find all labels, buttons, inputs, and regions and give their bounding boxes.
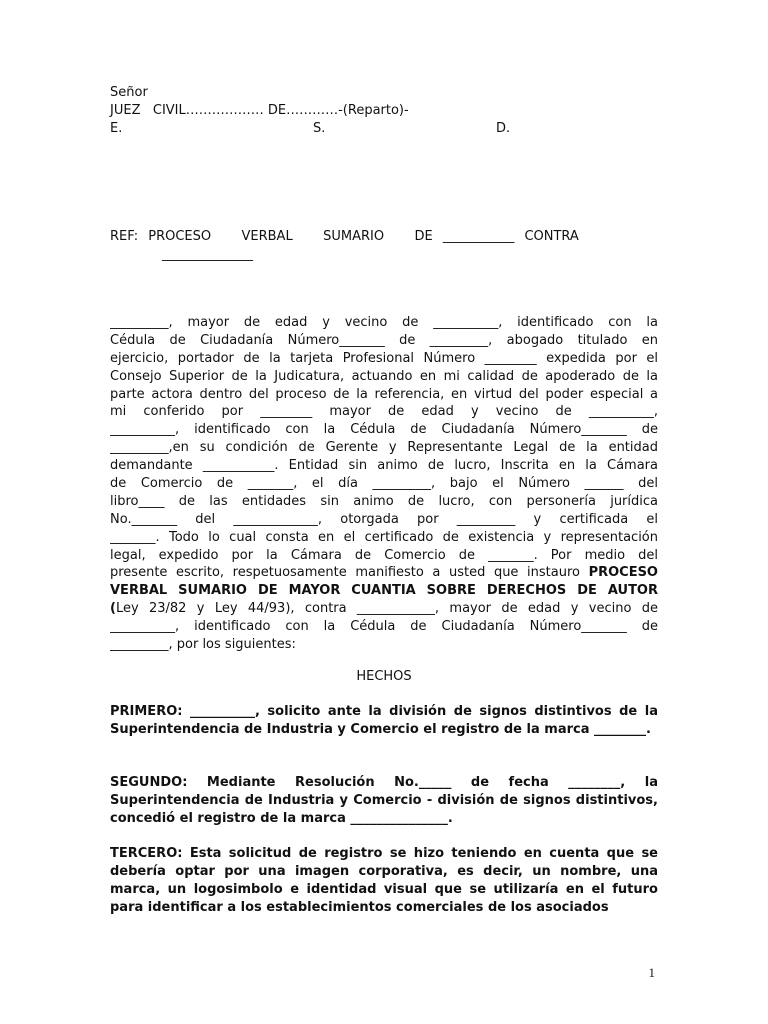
body-line: _________,en su condición de Gerente y Representante Legal de la entidad: [110, 440, 658, 456]
body-paragraph: [110, 314, 658, 654]
addressee-e: E.: [110, 121, 123, 136]
fact-primero: [110, 703, 658, 739]
body-line: __________, identificado con la Cédula de Ciudadanía Número_______ de: [110, 619, 658, 635]
body-line: ejercicio, portador de la tarjeta Profesional Número ________ expedida por el: [110, 350, 658, 366]
body-line-bold-paren: (: [110, 601, 116, 617]
addressee-block: [110, 84, 670, 138]
addressee-esd: [110, 120, 670, 138]
body-line: No._______ del _____________, otorgada por _________ y certificada el: [110, 511, 658, 527]
body-line-text: Ley 23/82 y Ley 44/93), contra ____________, mayor de edad y vecino de: [115, 601, 658, 617]
fact-tercero: [110, 845, 658, 917]
body-line: [110, 564, 658, 582]
body-line-bold: PROCESO: [588, 565, 658, 581]
fact-text: TERCERO: Esta solicitud de registro se hizo teniendo en cuenta que se debería optar por una imagen corporativa, es decir, un nombre, una marca, un logosimbolo e identidad visual que se utilizaría en el futuro para identificar a los establecimientos comerciales de los asociados: [110, 846, 658, 915]
body-line: __________, identificado con la Cédula de Ciudadanía Número_______ de: [110, 422, 658, 438]
reference-block: [110, 228, 630, 264]
addressee-d: D.: [496, 121, 511, 136]
body-line: _______. Todo lo cual consta en el certificado de existencia y representación: [110, 529, 658, 545]
body-line: Consejo Superior de la Judicatura, actuando en mi calidad de apoderado de la: [110, 368, 658, 384]
body-line: _________, por los siguientes:: [110, 637, 296, 653]
body-line-text: presente escrito, respetuosamente manifiesto a usted que instauro: [110, 565, 580, 581]
body-line: Cédula de Ciudadanía Número_______ de _________, abogado titulado en: [110, 332, 658, 348]
body-line: demandante ___________. Entidad sin animo de lucro, Inscrita en la Cámara: [110, 458, 658, 474]
reference-line: REF: PROCESO VERBAL SUMARIO DE ___________ CONTRA: [110, 229, 579, 244]
fact-text: SEGUNDO: Mediante Resolución No._____ de fecha ________, la Superintendencia de Industria y Comercio - división de signos distintivos, concedió el registro de la marca _______________.: [110, 775, 658, 826]
body-line: [110, 600, 658, 618]
body-line: de Comercio de _______, el día _________, bajo el Número ______ del: [110, 476, 658, 492]
body-line: libro____ de las entidades sin animo de lucro, con personería jurídica: [110, 493, 658, 509]
fact-text: PRIMERO: __________, solicito ante la división de signos distintivos de la Superintendencia de Industria y Comercio el registro de la marca ________.: [110, 704, 658, 737]
fact-segundo: [110, 774, 658, 828]
addressee-salutation: Señor: [110, 85, 148, 100]
body-line-bold: VERBAL SUMARIO DE MAYOR CUANTIA SOBRE DERECHOS DE AUTOR: [110, 583, 658, 599]
body-line: legal, expedido por la Cámara de Comercio de _______. Por medio del: [110, 547, 658, 563]
body-line: parte actora dentro del proceso de la referencia, en virtud del poder especial a: [110, 386, 658, 402]
reference-blank: ______________: [162, 247, 253, 262]
page-number: 1: [648, 965, 655, 980]
section-heading: HECHOS: [356, 669, 412, 684]
addressee-judge: JUEZ CIVIL……………… DE…………-(Reparto)-: [110, 103, 409, 118]
addressee-s: S.: [313, 121, 326, 136]
body-line: _________, mayor de edad y vecino de __________, identificado con la: [110, 315, 658, 330]
body-line: mi conferido por ________ mayor de edad y vecino de __________,: [110, 404, 658, 420]
